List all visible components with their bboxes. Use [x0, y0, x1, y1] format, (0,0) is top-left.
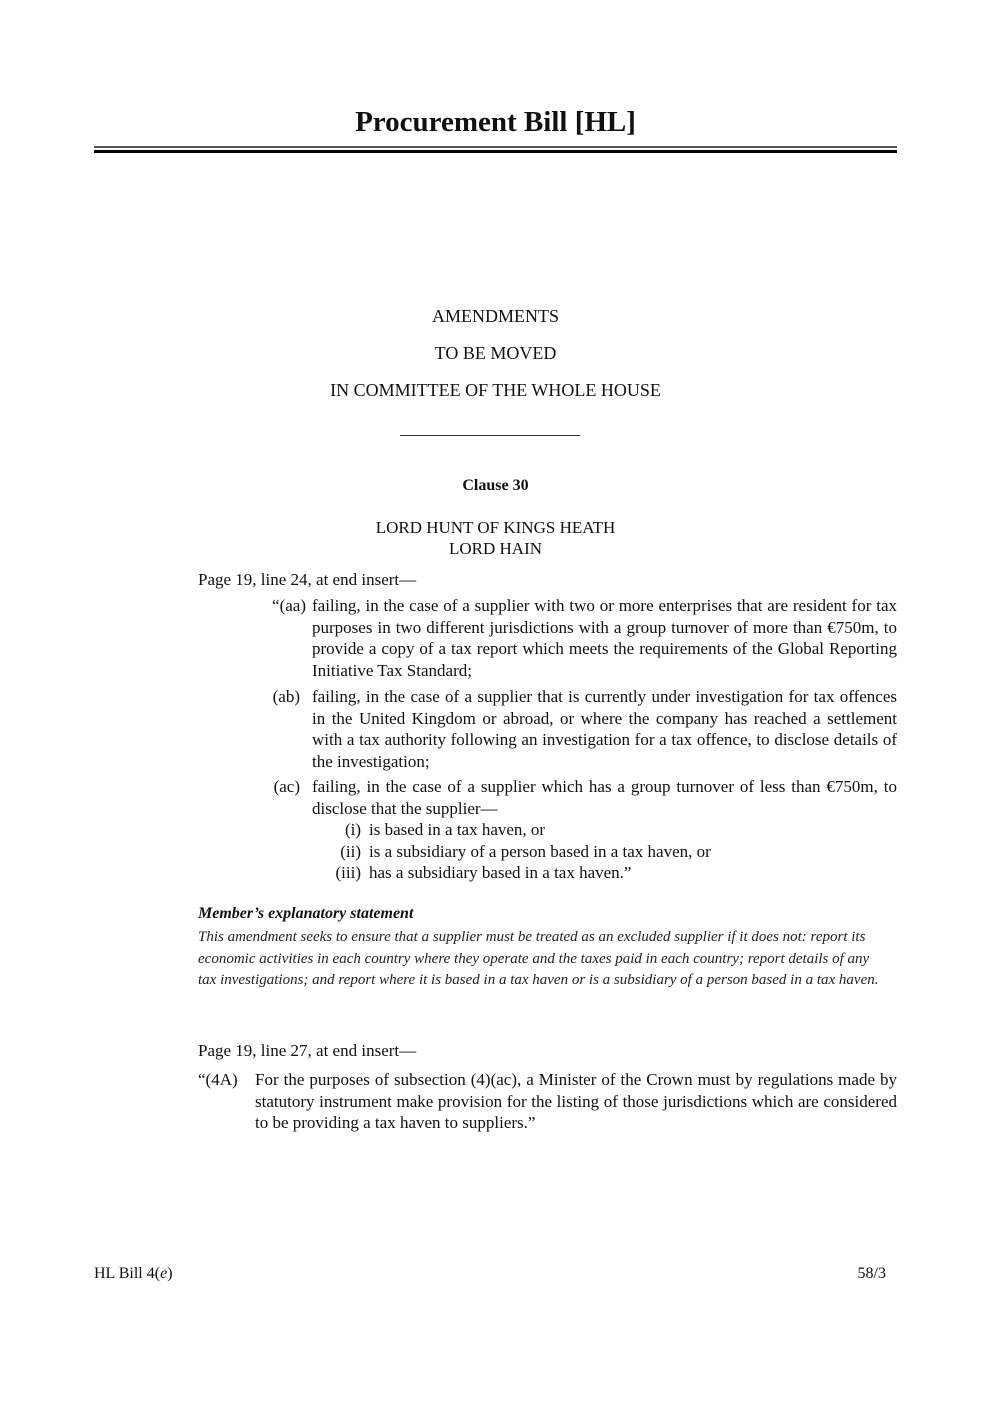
- item-text: For the purposes of subsection (4)(ac), a Minister of the Crown must by regulations made by statutory instrument make provision for the listing of those jurisdictions which are considered to be providing a tax haven to suppliers.”: [255, 1070, 897, 1133]
- item-label: “(4A): [198, 1070, 238, 1089]
- item-label: (ab): [272, 687, 300, 706]
- sub-item-label: (i): [344, 820, 361, 839]
- item-label: “(aa): [272, 596, 306, 615]
- title-rule-thick: [94, 150, 897, 153]
- sub-item-text: is based in a tax haven, or: [369, 820, 546, 839]
- section-separator: [400, 435, 580, 436]
- sub-item-label: (iii): [335, 863, 361, 882]
- heading-to-be-moved: TO BE MOVED: [434, 343, 557, 363]
- sponsor-1: LORD HUNT OF KINGS HEATH: [375, 518, 616, 537]
- amendment-1-instruction: Page 19, line 24, at end insert—: [198, 570, 417, 589]
- clause-heading: Clause 30: [462, 477, 529, 494]
- bill-ref-suffix: ): [167, 1265, 173, 1282]
- title-rule-thin: [94, 146, 897, 148]
- heading-amendments: AMENDMENTS: [431, 306, 559, 326]
- amendment-2-instruction: Page 19, line 27, at end insert—: [198, 1041, 417, 1060]
- sponsor-2: LORD HAIN: [448, 539, 543, 558]
- item-label: (ac): [273, 777, 300, 796]
- sub-item-label: (ii): [340, 842, 361, 861]
- item-text: failing, in the case of a supplier that is currently under investigation for tax offences in the United Kingdom or abroad, or where the company has reached a settlement with a tax authority following an investigation for a tax offence, to disclose details of the investigation;: [312, 687, 897, 771]
- sub-item-text: has a subsidiary based in a tax haven.”: [369, 863, 632, 882]
- bill-reference: [94, 1265, 173, 1283]
- item-text: failing, in the case of a supplier which has a group turnover of less than €750m, to disclose that the supplier—: [312, 777, 897, 818]
- explanatory-statement-text: This amendment seeks to ensure that a supplier must be treated as an excluded supplier if it does not: report its economic activities in each country where they operate and the taxes paid in each country; report details of any tax investigations; and report where it is based in a tax haven or is a subsidiary of a person based in a tax haven.: [198, 929, 879, 989]
- item-text: failing, in the case of a supplier with two or more enterprises that are resident for tax purposes in two different jurisdictions with a group turnover of more than €750m, to provide a copy of a tax report which meets the requirements of the Global Reporting Initiative Tax Standard;: [312, 596, 897, 680]
- page-reference: 58/3: [857, 1265, 886, 1282]
- explanatory-statement-heading: Member’s explanatory statement: [198, 905, 414, 922]
- document-title: Procurement Bill [HL]: [355, 106, 636, 138]
- sub-item-text: is a subsidiary of a person based in a tax haven, or: [369, 842, 711, 861]
- bill-ref-prefix: HL Bill 4(: [94, 1265, 161, 1282]
- bill-ref-italic: e: [160, 1265, 168, 1282]
- heading-committee: IN COMMITTEE OF THE WHOLE HOUSE: [330, 380, 661, 400]
